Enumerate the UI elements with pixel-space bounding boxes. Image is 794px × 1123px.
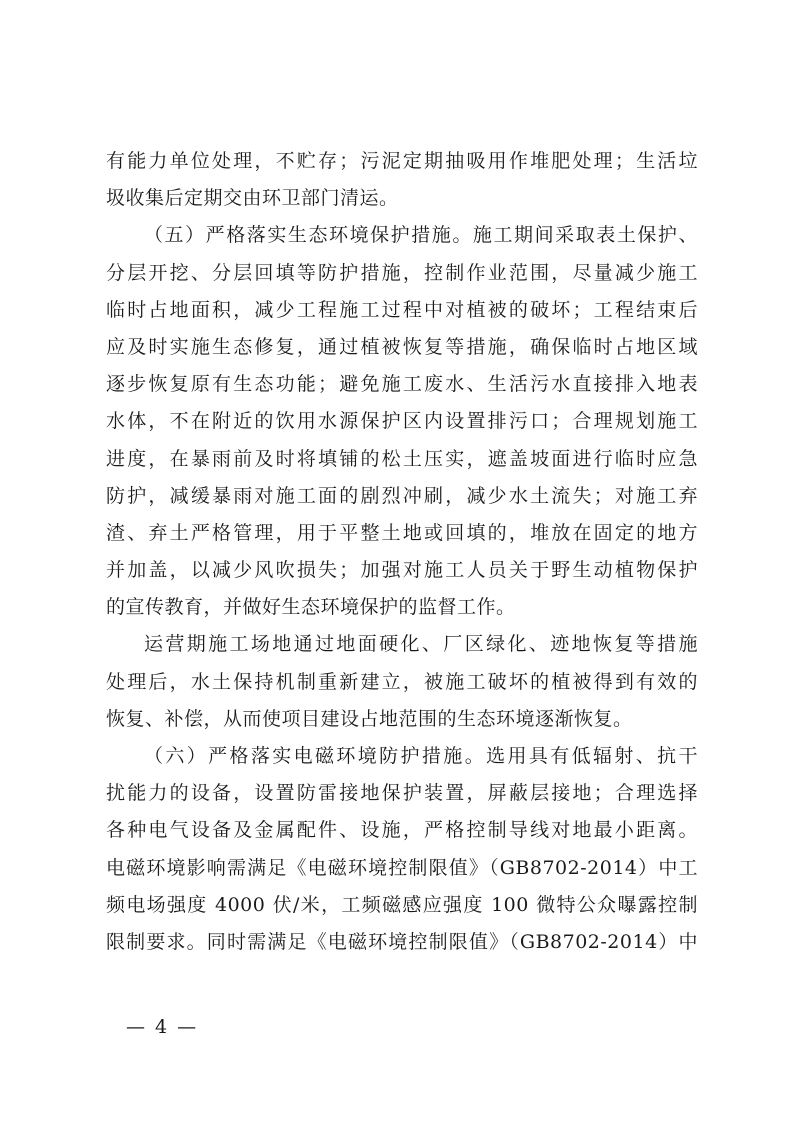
text-line-11: 渣、弃土严格管理，用于平整土地或回填的，堆放在固定的地方 <box>106 521 698 544</box>
text-line-4: 分层开挖、分层回填等防护措施，控制作业范围，尽量减少施工 <box>106 261 698 284</box>
text-line-1: 有能力单位处理，不贮存；污泥定期抽吸用作堆肥处理；生活垃 <box>106 150 698 172</box>
text-line-21: 频电场强度 4000 伏/米，工频磁感应强度 100 微特公众曝露控制 <box>106 893 698 916</box>
text-line-8: 水体，不在附近的饮用水源保护区内设置排污口；合理规划施工 <box>106 410 698 433</box>
text-line-2: 圾收集后定期交由环卫部门清运。 <box>106 187 399 210</box>
text-line-19: 各种电气设备及金属配件、设施，严格控制导线对地最小距离。 <box>106 819 698 842</box>
text-line-3: （五）严格落实生态环境保护措施。施工期间采取表土保护、 <box>144 224 698 247</box>
text-line-6: 应及时实施生态修复，通过植被恢复等措施，确保临时占地区域 <box>106 335 698 358</box>
text-line-17: （六）严格落实电磁环境防护措施。选用具有低辐射、抗干 <box>144 745 698 767</box>
text-line-18: 扰能力的设备，设置防雷接地保护装置，屏蔽层接地；合理选择 <box>106 782 698 805</box>
text-line-15: 处理后，水土保持机制重新建立，被施工破坏的植被得到有效的 <box>106 670 698 693</box>
text-line-5: 临时占地面积，减少工程施工过程中对植被的破坏；工程结束后 <box>106 298 698 321</box>
text-line-12: 并加盖，以减少风吹损失；加强对施工人员关于野生动植物保护 <box>106 559 698 582</box>
text-line-20: 电磁环境影响需满足《电磁环境控制限值》（GB8702-2014）中工 <box>106 856 698 879</box>
body-text <box>106 143 698 961</box>
text-line-22: 限制要求。同时需满足《电磁环境控制限值》（GB8702-2014）中 <box>106 930 698 953</box>
text-line-14: 运营期施工场地通过地面硬化、厂区绿化、迹地恢复等措施 <box>144 633 698 656</box>
text-line-16: 恢复、补偿，从而使项目建设占地范围的生态环境逐渐恢复。 <box>106 707 633 730</box>
text-line-7: 逐步恢复原有生态功能；避免施工废水、生活污水直接排入地表 <box>106 373 698 396</box>
text-line-9: 进度，在暴雨前及时将填铺的松土压实，遮盖坡面进行临时应急 <box>106 447 698 470</box>
text-line-10: 防护，减缓暴雨对施工面的剧烈冲刷，减少水土流失；对施工弃 <box>106 484 698 507</box>
page-number: — 4 — <box>126 1016 199 1038</box>
text-line-13: 的宣传教育，并做好生态环境保护的监督工作。 <box>106 596 516 619</box>
